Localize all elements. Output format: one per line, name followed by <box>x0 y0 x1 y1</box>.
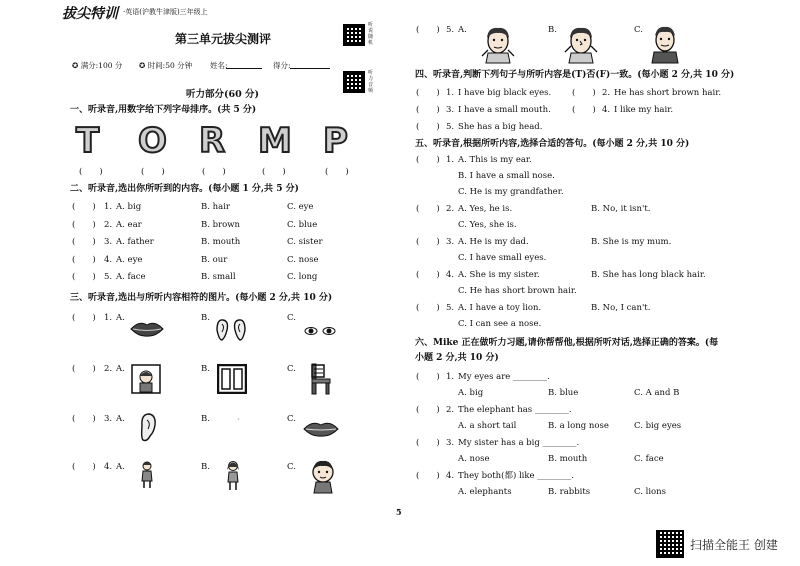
sec3-opt-c-5[interactable]: C. <box>634 25 643 35</box>
watermark-text: 扫描全能王 创建 <box>690 538 778 552</box>
sec3-paren-4[interactable]: ( ) <box>72 462 96 472</box>
sec5-opt-a-5[interactable]: A. I have a toy lion. <box>458 303 542 313</box>
sec6-opt-a-1[interactable]: A. big <box>458 388 484 398</box>
sec2-opt-b-4[interactable]: B. our <box>201 254 228 265</box>
sec5-opt-b-5[interactable]: B. No, I can't. <box>591 303 651 313</box>
qr-label-top: 听说随机 <box>368 22 374 46</box>
sec3-opt-c-1[interactable]: C. <box>287 313 296 323</box>
sec2-paren-4[interactable]: ( ) <box>72 254 96 265</box>
sec2-num-2: 2. <box>104 219 113 230</box>
sec6-opt-c-4[interactable]: C. lions <box>634 487 666 497</box>
sec2-opt-a-2[interactable]: A. ear <box>116 219 142 230</box>
sec2-opt-a-1[interactable]: A. big <box>116 202 142 212</box>
sec3-num-2: 2. <box>104 364 113 374</box>
man-face-picture-a[interactable] <box>480 26 516 64</box>
sec6-num-3: 3. <box>446 438 455 448</box>
points-blank[interactable] <box>290 68 330 69</box>
sec4-text-4: I like my hair. <box>614 105 674 115</box>
sec6-opt-b-3[interactable]: B. mouth <box>548 454 588 464</box>
ears-picture[interactable] <box>214 318 248 342</box>
sec6-opt-a-4[interactable]: A. elephants <box>458 487 512 497</box>
sec3-opt-c-3[interactable]: C. <box>287 414 296 424</box>
sec2-paren-3[interactable]: ( ) <box>72 237 96 247</box>
sec6-question-1: My eyes are ________. <box>458 372 550 382</box>
sec6-paren-2[interactable]: ( ) <box>416 405 440 415</box>
sec5-opt-a-3[interactable]: A. He is my dad. <box>458 237 529 247</box>
sec2-opt-c-4[interactable]: C. nose <box>287 254 319 265</box>
sec4-num-1: 1. <box>446 88 455 98</box>
sec6-paren-3[interactable]: ( ) <box>416 438 440 448</box>
sec6-opt-c-2[interactable]: C. big eyes <box>634 421 682 431</box>
sec6-num-4: 4. <box>446 471 455 481</box>
sec6-paren-1[interactable]: ( ) <box>416 372 440 382</box>
letter-m: M <box>258 121 292 161</box>
sec5-opt-b-1[interactable]: B. I have a small nose. <box>458 171 555 181</box>
star-icon: ✪ <box>72 61 79 70</box>
sec5-num-1: 1. <box>446 155 455 165</box>
sec5-paren-3[interactable]: ( ) <box>416 237 440 247</box>
sec3-title: 三、听录音,选出与所听内容相符的图片。(每小题 2 分,共 10 分) <box>70 293 333 303</box>
letter-o: O <box>138 121 167 161</box>
sec3-paren-1[interactable]: ( ) <box>72 313 96 323</box>
sec5-paren-2[interactable]: ( ) <box>416 204 440 214</box>
sec3-opt-b-2[interactable]: B. <box>201 364 210 374</box>
sec3-opt-a-1[interactable]: A. <box>116 313 125 323</box>
sec5-opt-b-3[interactable]: B. She is my mum. <box>591 237 672 247</box>
sec5-num-3: 3. <box>446 237 455 247</box>
score-text: 满分:100 分 <box>80 61 123 70</box>
sec6-opt-c-1[interactable]: C. A and B <box>634 388 680 398</box>
sec4-text-5: She has a big head. <box>458 122 543 132</box>
sec5-opt-b-4[interactable]: B. She has long black hair. <box>591 270 706 280</box>
sec5-num-5: 5. <box>446 303 455 313</box>
sec1-title: 一、听录音,用数字给下列字母排序。(共 5 分) <box>70 105 257 115</box>
sec4-num-2: 2. <box>602 88 611 98</box>
sec4-text-2: He has short brown hair. <box>614 88 722 98</box>
sec6-opt-a-3[interactable]: A. nose <box>458 454 490 464</box>
sec3-opt-b-4[interactable]: B. <box>201 462 210 472</box>
sec3-num-3: 3. <box>104 414 113 424</box>
sec3-num-4: 4. <box>104 462 113 472</box>
sec5-paren-1[interactable]: ( ) <box>416 155 440 165</box>
sec3-opt-b-3[interactable]: B. <box>201 414 210 424</box>
sec4-paren-4[interactable]: ( ) <box>572 105 596 115</box>
sec4-text-3: I have a small mouth. <box>458 105 551 115</box>
sec2-opt-c-3[interactable]: C. sister <box>287 237 323 247</box>
letter-r: R <box>199 121 226 161</box>
sec5-opt-a-4[interactable]: A. She is my sister. <box>458 270 540 280</box>
sec3-opt-c-4[interactable]: C. <box>287 462 296 472</box>
sec3-opt-a-3[interactable]: A. <box>116 414 125 424</box>
sec3-opt-c-2[interactable]: C. <box>287 364 296 374</box>
sec2-opt-a-3[interactable]: A. father <box>116 237 154 247</box>
sec4-paren-3[interactable]: ( ) <box>416 105 440 115</box>
sec6-question-2: The elephant has ________. <box>458 405 572 415</box>
sec2-opt-a-5[interactable]: A. face <box>116 272 146 282</box>
sec3-opt-a-2[interactable]: A. <box>116 364 125 374</box>
sec3-paren-5[interactable]: ( ) <box>416 25 440 35</box>
sec6-title-line1: 六、Mike 正在做听力习题,请你帮帮他,根据所听对话,选择正确的答案。(每 <box>415 338 719 348</box>
name-blank[interactable] <box>226 68 262 69</box>
sec2-paren-1[interactable]: ( ) <box>72 202 96 212</box>
sec2-title: 二、听录音,选出你所听到的内容。(每小题 1 分,共 5 分) <box>70 184 299 194</box>
chair-picture[interactable] <box>309 363 333 395</box>
sec5-opt-c-3[interactable]: C. I have small eyes. <box>458 253 547 263</box>
sec4-paren-1[interactable]: ( ) <box>416 88 440 98</box>
eyes-picture[interactable] <box>304 326 336 336</box>
sec2-opt-b-5[interactable]: B. small <box>201 272 236 282</box>
points-label: 得分: <box>273 61 291 70</box>
sec3-paren-2[interactable]: ( ) <box>72 364 96 374</box>
sec3-opt-a-5[interactable]: A. <box>458 25 467 35</box>
boy-portrait-picture[interactable] <box>131 364 161 394</box>
sec4-num-5: 5. <box>446 122 455 132</box>
girl-picture[interactable] <box>225 461 241 491</box>
sec5-opt-a-2[interactable]: A. Yes, he is. <box>458 204 513 214</box>
sec3-num-5: 5. <box>446 25 455 35</box>
sec6-num-2: 2. <box>446 405 455 415</box>
man-face-picture-b[interactable] <box>563 26 599 64</box>
name-label: 姓名: <box>210 61 228 70</box>
sec5-opt-c-2[interactable]: C. Yes, she is. <box>458 220 517 230</box>
page-number: 5 <box>396 507 402 517</box>
sec3-opt-b-5[interactable]: B. <box>548 25 557 35</box>
sec4-num-4: 4. <box>602 105 611 115</box>
sec6-num-1: 1. <box>446 372 455 382</box>
lips-picture[interactable] <box>130 320 164 338</box>
score-label <box>72 60 122 71</box>
ear-picture[interactable] <box>138 412 158 444</box>
blank-picture[interactable] <box>222 414 244 442</box>
header-brand: 拔尖特训 <box>62 6 118 22</box>
sec6-opt-b-4[interactable]: B. rabbits <box>548 487 591 497</box>
sec5-paren-5[interactable]: ( ) <box>416 303 440 313</box>
sec3-num-1: 1. <box>104 313 113 323</box>
sec5-title: 五、听录音,根据所听内容,选择合适的答句。(每小题 2 分,共 10 分) <box>415 139 690 149</box>
sec2-num-3: 3. <box>104 237 113 247</box>
sec2-opt-a-4[interactable]: A. eye <box>116 254 143 265</box>
sec4-text-1: I have big black eyes. <box>458 88 552 98</box>
man-face-picture-c[interactable] <box>648 26 682 64</box>
qr-label-audio: 听力音频 <box>368 70 374 94</box>
sec1-answer-4[interactable]: ( ) <box>262 167 286 177</box>
sec2-num-4: 4. <box>104 254 113 265</box>
watermark-qr-code <box>656 530 684 558</box>
sec6-opt-c-3[interactable]: C. face <box>634 454 664 464</box>
sec2-opt-c-1[interactable]: C. eye <box>287 202 314 212</box>
sec1-answer-1[interactable]: ( ) <box>79 167 103 177</box>
sec6-paren-4[interactable]: ( ) <box>416 471 440 481</box>
sec2-num-5: 5. <box>104 272 113 282</box>
sec5-opt-a-1[interactable]: A. This is my ear. <box>458 155 532 165</box>
sec4-num-3: 3. <box>446 105 455 115</box>
header-subject: ·英语(沪教牛津版)三年级上 <box>123 8 208 16</box>
sec2-opt-b-3[interactable]: B. mouth <box>201 237 241 247</box>
sec2-opt-b-2[interactable]: B. brown <box>201 219 241 230</box>
sec2-opt-c-5[interactable]: C. long <box>287 272 318 282</box>
sec4-paren-2[interactable]: ( ) <box>572 88 596 98</box>
sec2-opt-c-2[interactable]: C. blue <box>287 219 318 230</box>
sec5-opt-c-5[interactable]: C. I can see a nose. <box>458 319 542 329</box>
sec5-opt-c-4[interactable]: C. He has short brown hair. <box>458 286 577 296</box>
sec5-opt-c-1[interactable]: C. He is my grandfather. <box>458 187 564 197</box>
sec6-title-line2: 小题 2 分,共 10 分) <box>415 353 499 363</box>
sec5-paren-4[interactable]: ( ) <box>416 270 440 280</box>
sec5-num-2: 2. <box>446 204 455 214</box>
lips-picture-2[interactable] <box>303 420 339 438</box>
time-text: 时间:50 分钟 <box>147 61 193 70</box>
star-icon: ✪ <box>139 61 146 70</box>
listening-title: 听力部分(60 分) <box>186 89 260 100</box>
sec3-opt-b-1[interactable]: B. <box>201 313 210 323</box>
sec6-opt-a-2[interactable]: A. a short tail <box>458 421 517 431</box>
window-picture[interactable] <box>217 364 247 394</box>
sec2-opt-b-1[interactable]: B. hair <box>201 202 230 212</box>
sec2-paren-2[interactable]: ( ) <box>72 219 96 230</box>
sec2-num-1: 1. <box>104 202 113 212</box>
sec2-paren-5[interactable]: ( ) <box>72 272 96 282</box>
sec3-paren-3[interactable]: ( ) <box>72 414 96 424</box>
letter-t: T <box>76 121 100 161</box>
sec6-opt-b-2[interactable]: B. a long nose <box>548 421 609 431</box>
sec1-answer-5[interactable]: ( ) <box>325 167 349 177</box>
small-girl-picture[interactable] <box>140 461 154 489</box>
sec4-paren-5[interactable]: ( ) <box>416 122 440 132</box>
page-title: 第三单元拔尖测评 <box>175 32 272 46</box>
qr-code-audio <box>343 71 365 93</box>
sec6-question-4: They both(都) like ________. <box>458 471 574 481</box>
letter-p: P <box>323 121 348 161</box>
time-label <box>139 60 192 71</box>
qr-code-top <box>343 24 365 46</box>
sec1-answer-3[interactable]: ( ) <box>202 167 226 177</box>
sec3-opt-a-4[interactable]: A. <box>116 462 125 472</box>
sec4-title: 四、听录音,判断下列句子与所听内容是(T)否(F)一致。(每小题 2 分,共 10 分) <box>415 70 735 80</box>
sec5-opt-b-2[interactable]: B. No, it isn't. <box>591 204 651 214</box>
sec1-answer-2[interactable]: ( ) <box>141 167 165 177</box>
boy-face-picture[interactable] <box>310 460 336 494</box>
sec5-num-4: 4. <box>446 270 455 280</box>
sec6-question-3: My sister has a big ________. <box>458 438 580 448</box>
sec6-opt-b-1[interactable]: B. blue <box>548 388 579 398</box>
